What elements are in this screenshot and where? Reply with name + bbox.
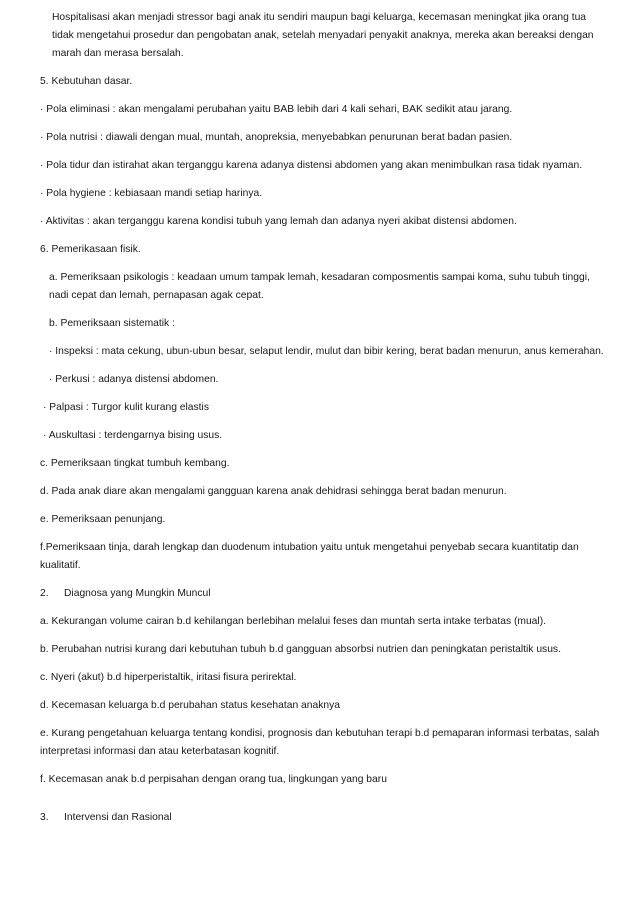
diagnosis-item: e. Kurang pengetahuan keluarga tentang kondisi, prognosis dan kebutuhan terapi b.d pemaparan informasi terbatas, salah interpretasi informasi dan atau keterbatasan kognitif. xyxy=(40,728,600,757)
diagnosis-item: f. Kecemasan anak b.d perpisahan dengan orang tua, lingkungan yang baru xyxy=(40,774,387,785)
diagnosis-item: d. Kecemasan keluarga b.d perubahan status kesehatan anaknya xyxy=(40,700,340,711)
diagnosis-item: c. Nyeri (akut) b.d hiperperistaltik, iritasi fisura perirektal. xyxy=(40,672,297,683)
diagnosis-item: b. Perubahan nutrisi kurang dari kebutuhan tubuh b.d gangguan absorbsi nutrien dan peningkatan peristaltik usus. xyxy=(40,644,561,655)
item-tumbuh-kembang: c. Pemeriksaan tingkat tumbuh kembang. xyxy=(40,458,230,469)
section-number: 3. xyxy=(40,812,49,823)
bullet-pola-eliminasi: · Pola eliminasi : akan mengalami perubahan yaitu BAB lebih dari 4 kali sehari, BAK sedikit atau jarang. xyxy=(40,104,513,115)
diagnosis-item: a. Kekurangan volume cairan b.d kehilangan berlebihan melalui feses dan muntah serta intake terbatas (mual). xyxy=(40,616,546,627)
section-title: Intervensi dan Rasional xyxy=(64,812,172,823)
bullet-auskultasi: · Auskultasi : terdengarnya bising usus. xyxy=(43,430,223,441)
section-title: Diagnosa yang Mungkin Muncul xyxy=(64,588,211,599)
item-pemeriksaan-penunjang: e. Pemeriksaan penunjang. xyxy=(40,514,166,525)
section-number: 2. xyxy=(40,588,49,599)
bullet-pola-nutrisi: · Pola nutrisi : diawali dengan mual, muntah, anopreksia, menyebabkan penurunan berat badan pasien. xyxy=(40,132,513,143)
bullet-aktivitas: · Aktivitas : akan terganggu karena kondisi tubuh yang lemah dan adanya nyeri akibat distensi abdomen. xyxy=(40,216,517,227)
bullet-palpasi: · Palpasi : Turgor kulit kurang elastis xyxy=(43,402,209,413)
heading-kebutuhan-dasar: 5. Kebutuhan dasar. xyxy=(40,76,133,87)
section-heading-diagnosa xyxy=(40,585,604,603)
intro-paragraph: Hospitalisasi akan menjadi stressor bagi anak itu sendiri maupun bagi keluarga, kecemasan meningkat jika orang tua tidak mengetahui prosedur dan pengobatan anak, setelah menyadari penyakit anaknya, mereka akan bereaksi dengan marah dan merasa bersalah. xyxy=(52,12,594,59)
item-anak-diare: d. Pada anak diare akan mengalami gangguan karena anak dehidrasi sehingga berat badan menurun. xyxy=(40,486,507,497)
item-pemeriksaan-tinja: f.Pemeriksaan tinja, darah lengkap dan duodenum intubation yaitu untuk mengetahui penyebab secara kuantitatip dan kualitatif. xyxy=(40,542,579,571)
item-pemeriksaan-psikologis: a. Pemeriksaan psikologis : keadaan umum tampak lemah, kesadaran composmentis sampai koma, suhu tubuh tinggi, nadi cepat dan lemah, pernapasan agak cepat. xyxy=(49,272,590,301)
bullet-perkusi: · Perkusi : adanya distensi abdomen. xyxy=(49,374,219,385)
item-pemeriksaan-sistematik: b. Pemeriksaan sistematik : xyxy=(49,318,175,329)
document-page xyxy=(40,9,604,837)
bullet-inspeksi: · Inspeksi : mata cekung, ubun-ubun besar, selaput lendir, mulut dan bibir kering, berat badan menurun, anus kemerahan. xyxy=(49,346,604,357)
heading-pemeriksaan-fisik: 6. Pemerikasaan fisik. xyxy=(40,244,141,255)
section-heading-intervensi xyxy=(40,809,604,827)
bullet-pola-hygiene: · Pola hygiene : kebiasaan mandi setiap harinya. xyxy=(40,188,263,199)
bullet-pola-tidur: · Pola tidur dan istirahat akan terganggu karena adanya distensi abdomen yang akan menimbulkan rasa tidak nyaman. xyxy=(40,160,583,171)
